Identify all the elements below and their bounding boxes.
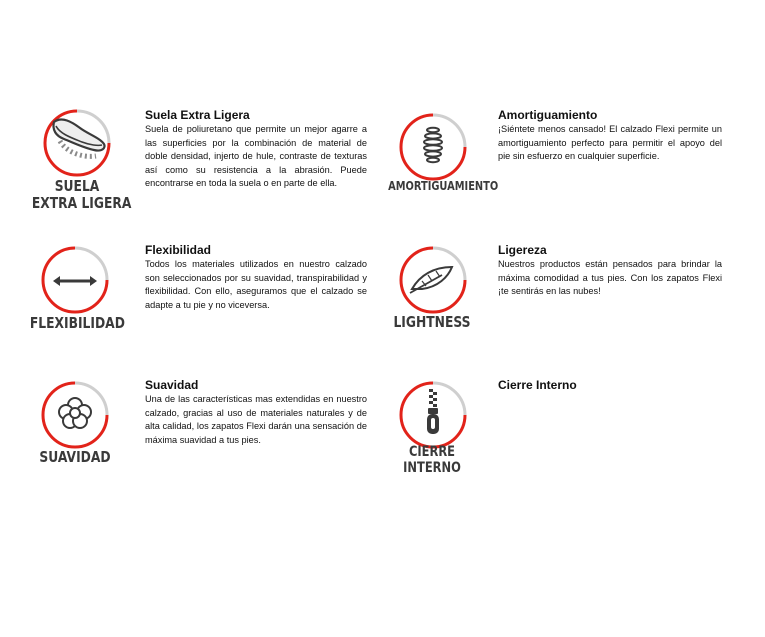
zipper-icon [398, 380, 468, 450]
feature-title: Suavidad [145, 378, 199, 392]
cotton-flower-icon [40, 380, 110, 450]
spring-icon [398, 112, 468, 182]
feature-description: Todos los materiales utilizados en nuestro calzado son seleccionados por su suavidad, transpirabilidad y flexibilidad. Con ello, aseguramos que el calzado se adapte a tu pie y no viceversa. [145, 259, 367, 310]
feature-description: ¡Siéntete menos cansado! El calzado Flexi permite un amortiguamiento perfecto para permitir el apoyo del pie sin esfuerzo en cualquier superficie. [498, 124, 722, 162]
feature-title: Cierre Interno [498, 378, 577, 392]
feature-description: Suela de poliuretano que permite un mejor agarre a las superficies por la combinación de material de doble densidad, injerto de hule, contraste de texturas así como su resistencia a la abrasión. Puede encontrarse en toda la suela o en parte de ella. [145, 124, 367, 189]
feature-title: Suela Extra Ligera [145, 108, 250, 122]
icon-label: AMORTIGUAMIENTO [388, 179, 499, 193]
feature-title: Amortiguamiento [498, 108, 598, 122]
icon-label: SUAVIDAD [39, 448, 111, 466]
feature-title: Flexibilidad [145, 243, 212, 257]
feature-title: Ligereza [498, 243, 547, 257]
flex-arrows-icon [40, 245, 110, 315]
icon-label: FLEXIBILIDAD [29, 314, 125, 332]
feature-description: Nuestros productos están pensados para brindar la máxima comodidad a tus pies. Con los zapatos Flexi ¡te sentirás en las nubes! [498, 259, 722, 297]
icon-label: CIERRE INTERNO [403, 444, 461, 476]
icon-label: LIGHTNESS [393, 313, 471, 331]
feature-description: Una de las características mas extendidas en nuestro calzado, gracias al uso de materiales naturales y de alta calidad, los zapatos Flexi darán una sensación de máxima suavidad a tus pies. [145, 394, 367, 445]
shoe-sole-icon [42, 108, 112, 178]
icon-label: SUELA EXTRA LIGERA [31, 177, 132, 212]
feather-icon [398, 245, 468, 315]
